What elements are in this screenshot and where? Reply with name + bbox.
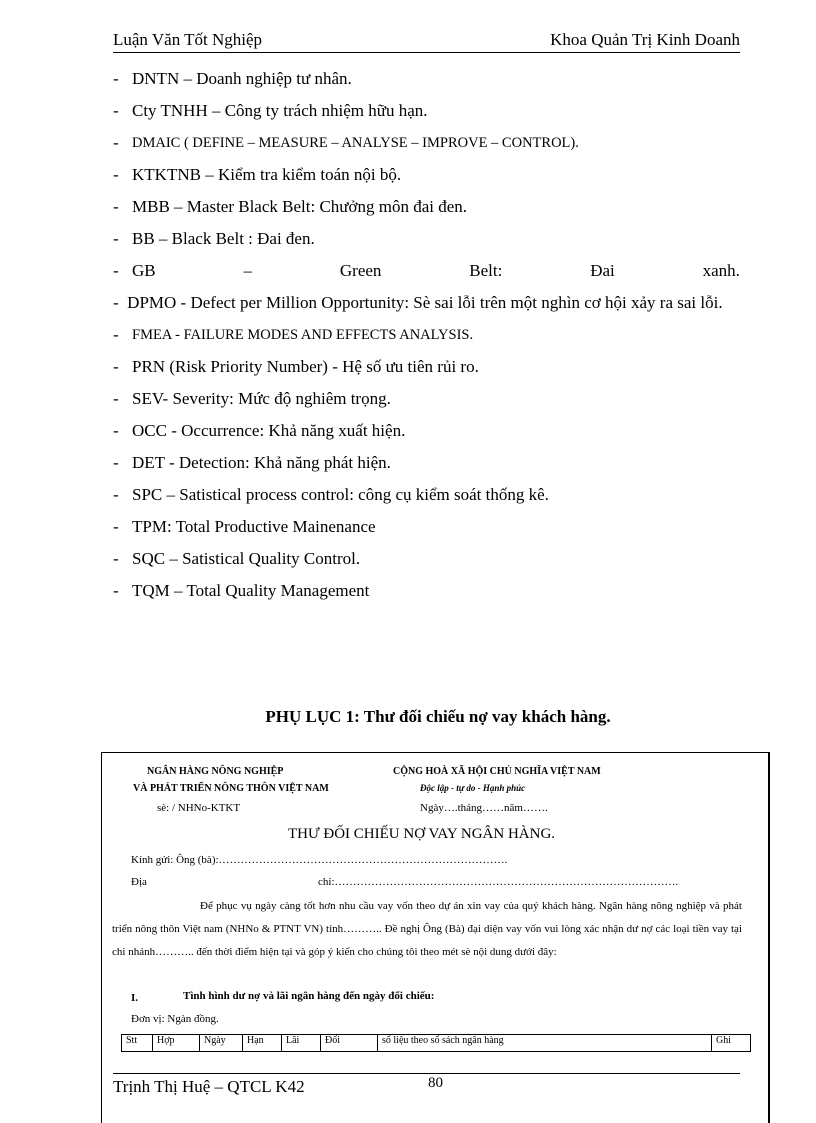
header-right: Khoa Quản Trị Kinh Doanh bbox=[550, 30, 740, 49]
recipient-line: Kính gửi: Ông (bà):……………………………………………………………………. bbox=[131, 854, 508, 866]
list-item: - DPMO - Defect per Million Opportunity: Sè sai lỗi trên một nghìn cơ hội xảy ra sai lỗi. bbox=[113, 293, 723, 312]
bank-name-line2: VÀ PHÁT TRIỂN NÔNG THÔN VIỆT NAM bbox=[133, 783, 329, 794]
table-row bbox=[122, 1035, 751, 1052]
abbreviation-list bbox=[113, 63, 740, 607]
table-header-cell: Đối bbox=[321, 1035, 378, 1052]
author-name: Trịnh Thị Huệ – QTCL K42 bbox=[113, 1077, 305, 1096]
list-item: - OCC - Occurrence: Khả năng xuất hiện. bbox=[113, 421, 406, 440]
table-header-cell: Hợp bbox=[153, 1035, 200, 1052]
letter-body: Để phục vụ ngày càng tốt hơn nhu cầu vay vốn theo dự án xin vay của quý khách hàng. Ngân hàng nông nghiệp và phát triển nông thôn Việt nam (NHNo & PTNT VN) tỉnh……….. Đề nghị Ông (Bà) đại diện vay vốn vui lòng xác nhận dư nợ các loại tiền vay tại chi nhánh……….. đến thời điểm hiện tại và góp ý kiến cho chúng tôi theo mét sè nội dung dưới đây: bbox=[112, 900, 742, 958]
table-header-cell: Ngày bbox=[200, 1035, 243, 1052]
list-item: - DNTN – Doanh nghiệp tư nhân. bbox=[113, 69, 352, 88]
list-item: - FMEA - FAILURE MODES AND EFFECTS ANALYSIS. bbox=[113, 325, 474, 344]
section-number: I. bbox=[131, 992, 139, 1004]
unit-label: Đơn vị: Ngàn đồng. bbox=[131, 1013, 219, 1025]
list-item: - DET - Detection: Khả năng phát hiện. bbox=[113, 453, 391, 472]
page-header bbox=[113, 30, 740, 53]
section-title: Tình hình dư nợ và lãi ngân hàng đến ngày đối chiếu: bbox=[183, 990, 435, 1002]
bank-name-line1: NGÂN HÀNG NÔNG NGHIỆP bbox=[147, 766, 284, 777]
page-footer bbox=[113, 1073, 740, 1096]
nation-title: CỘNG HOÀ XÃ HỘI CHỦ NGHĨA VIỆT NAM bbox=[393, 766, 601, 777]
table-header-cell: Lãi bbox=[282, 1035, 321, 1052]
list-item: - MBB – Master Black Belt: Chưởng môn đai đen. bbox=[113, 197, 468, 216]
address-label: Địa bbox=[131, 876, 147, 888]
list-item: - TQM – Total Quality Management bbox=[113, 581, 370, 600]
list-item: - SPC – Satistical process control: công cụ kiểm soát thống kê. bbox=[113, 485, 549, 504]
list-item: - Cty TNHH – Công ty trách nhiệm hữu hạn. bbox=[113, 101, 428, 120]
nation-motto: Độc lập - tự do - Hạnh phúc bbox=[420, 783, 526, 793]
list-item: - BB – Black Belt : Đai đen. bbox=[113, 229, 315, 248]
table-header-cell: số liệu theo sổ sách ngân hàng bbox=[378, 1035, 712, 1052]
header-left: Luận Văn Tốt Nghiệp bbox=[113, 30, 263, 49]
table-header-cell: Ghi bbox=[712, 1035, 751, 1052]
address-line: chỉ:…………………………………………………………………………………. bbox=[318, 876, 679, 888]
list-item: - KTKTNB – Kiểm tra kiểm toán nội bộ. bbox=[113, 165, 402, 184]
loan-table bbox=[121, 1034, 751, 1052]
table-header-cell: Hạn bbox=[243, 1035, 282, 1052]
table-header-cell: Stt bbox=[122, 1035, 153, 1052]
list-item: - SEV- Severity: Mức độ nghiêm trọng. bbox=[113, 389, 391, 408]
list-item: - TPM: Total Productive Mainenance bbox=[113, 517, 376, 536]
list-item: - GB – Green Belt: Đai xanh. bbox=[113, 261, 740, 280]
reference-number: sè: / NHNo-KTKT bbox=[157, 802, 241, 814]
letter-heading: THƯ ĐỐI CHIẾU NỢ VAY NGÂN HÀNG. bbox=[288, 826, 556, 842]
appendix-title: PHỤ LỤC 1: Thư đối chiếu nợ vay khách hàng. bbox=[265, 707, 611, 726]
page-number: 80 bbox=[428, 1075, 443, 1091]
list-item: - PRN (Risk Priority Number) - Hệ số ưu tiên rủi ro. bbox=[113, 357, 479, 376]
list-item: - DMAIC ( DEFINE – MEASURE – ANALYSE – IMPROVE – CONTROL). bbox=[113, 133, 579, 152]
letter-date: Ngày….tháng……năm……. bbox=[420, 802, 548, 814]
list-item: - SQC – Satistical Quality Control. bbox=[113, 549, 361, 568]
